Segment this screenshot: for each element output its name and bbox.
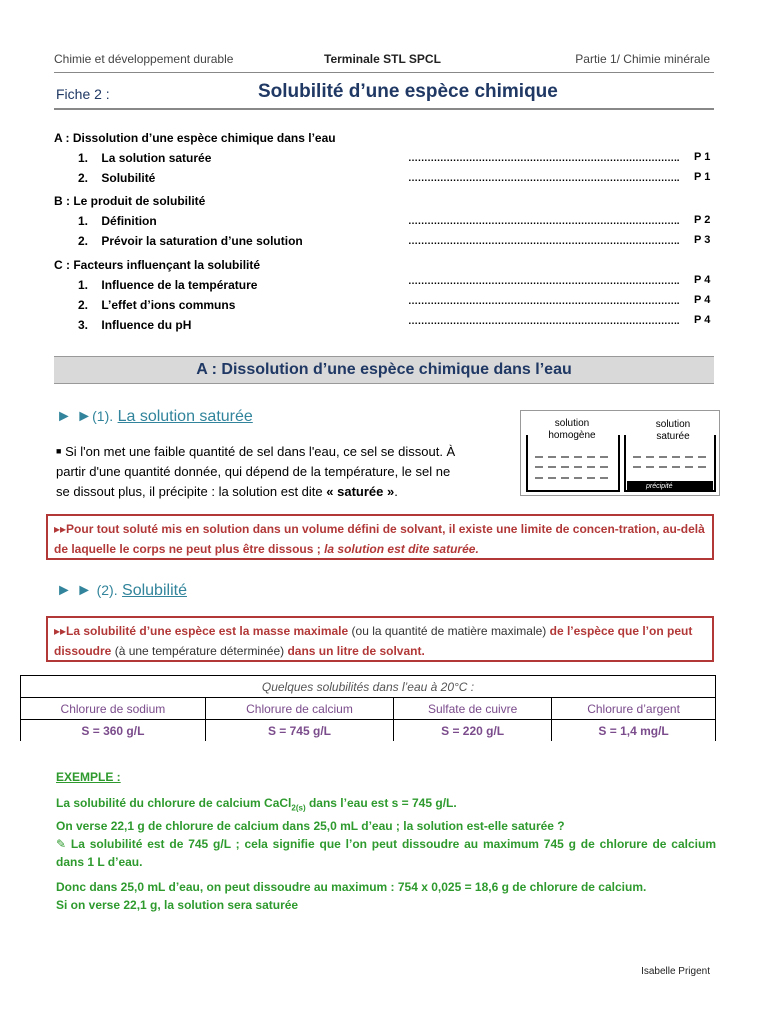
box-text-plain: (à une température déterminée) <box>111 644 288 658</box>
toc-page-number: P 4 <box>694 294 711 306</box>
toc-item <box>78 214 157 228</box>
toc-item-num: 2. <box>78 298 89 312</box>
box-text-italic: la solution est dite saturée. <box>324 542 479 556</box>
toc-leader-dots: …………………………………………………………………………. <box>408 236 680 247</box>
table-cell: S = 220 g/L <box>394 720 552 742</box>
paragraph-end: . <box>394 484 398 499</box>
marker-icon: ▸▸ <box>54 522 67 536</box>
toc-item-num: 2. <box>78 171 89 185</box>
table-cell: Chlorure de calcium <box>205 698 393 720</box>
definition-box-saturated <box>46 514 714 560</box>
toc-item <box>78 298 235 312</box>
toc-item-label: Solubilité <box>101 171 156 185</box>
toc-item-label: Influence de la température <box>101 278 258 292</box>
example-heading: EXEMPLE : <box>56 770 121 784</box>
toc-item-num: 1. <box>78 278 89 292</box>
example-line <box>56 794 716 817</box>
toc-page-number: P 1 <box>694 171 711 183</box>
toc-leader-dots: …………………………………………………………………………. <box>408 216 680 227</box>
toc-section-c: C : Facteurs influençant la solubilité <box>54 258 261 272</box>
saturated-label <box>645 419 701 443</box>
toc-section-b: B : Le produit de solubilité <box>54 194 206 208</box>
toc-leader-dots: …………………………………………………………………………. <box>408 316 680 327</box>
section-number: (1). <box>92 408 114 424</box>
header-center: Terminale STL SPCL <box>324 52 441 66</box>
toc-page-number: P 1 <box>694 151 711 163</box>
homogeneous-label <box>543 418 601 442</box>
toc-leader-dots: …………………………………………………………………………. <box>408 173 680 184</box>
example-line: Donc dans 25,0 mL d’eau, on peut dissoudre au maximum : 754 x 0,025 = 18,6 g de chlorure de calcium. <box>56 880 647 894</box>
section-heading-2 <box>56 582 187 600</box>
figure-label: solution <box>554 418 590 429</box>
toc-item-label: Prévoir la saturation d’une solution <box>101 234 303 248</box>
section-title: La solution saturée <box>117 408 253 425</box>
toc-item <box>78 151 211 165</box>
figure-label: saturée <box>656 431 690 442</box>
section-heading-1 <box>56 408 253 426</box>
toc-item <box>78 278 257 292</box>
table-cell: Sulfate de cuivre <box>394 698 552 720</box>
toc-section-a: A : Dissolution d’une espèce chimique dans l’eau <box>54 131 336 145</box>
toc-item-label: Influence du pH <box>101 318 192 332</box>
toc-item-num: 3. <box>78 318 89 332</box>
box-text: La solubilité d’une espèce est la masse maximale <box>66 624 349 638</box>
author-footer: Isabelle Prigent <box>641 966 710 977</box>
section-title: Solubilité <box>122 582 187 599</box>
figure-label: solution <box>655 419 691 430</box>
toc-item <box>78 234 303 248</box>
page-title: Solubilité d’une espèce chimique <box>258 81 558 102</box>
toc-page-number: P 4 <box>694 314 711 326</box>
table-cell: S = 1,4 mg/L <box>552 720 716 742</box>
toc-leader-dots: …………………………………………………………………………. <box>408 296 680 307</box>
box-text: dans un litre de solvant. <box>287 644 425 658</box>
example-line: On verse 22,1 g de chlorure de calcium dans 25,0 mL d’eau ; la solution est-elle saturée ? <box>56 819 565 834</box>
example-text: dans l’eau est s = 745 g/L. <box>305 796 457 810</box>
section-number: (2). <box>96 582 118 598</box>
table-caption-row <box>21 676 716 698</box>
section-banner: A : Dissolution d’une espèce chimique dans l’eau <box>54 356 714 384</box>
box-text: Pour tout soluté mis en solution dans un volume défini de solvant, il existe une limite de concen-tration, au-delà de laquelle le corps ne peut plus être dissous ; <box>54 522 705 556</box>
toc-item-num: 2. <box>78 234 89 248</box>
toc-item-num: 1. <box>78 214 89 228</box>
toc-item <box>78 318 191 332</box>
header-left: Chimie et développement durable <box>54 52 234 66</box>
table-row <box>21 698 716 720</box>
header-right: Partie 1/ Chimie minérale <box>575 52 710 66</box>
beaker-figure <box>520 410 720 496</box>
table-cell: Chlorure d’argent <box>552 698 716 720</box>
table-cell: S = 360 g/L <box>21 720 206 742</box>
box-text: de l’espèce que l’on peut dissoudre <box>54 624 693 658</box>
paragraph-emphasis: « saturée » <box>326 484 395 499</box>
figure-label: homogène <box>548 430 596 441</box>
toc-page-number: P 4 <box>694 274 711 286</box>
box-text-plain: (ou la quantité de matière maximale) <box>348 624 550 638</box>
pencil-icon: ✎ <box>56 837 67 851</box>
toc-item-label: Définition <box>101 214 157 228</box>
example-line: Si on verse 22,1 g, la solution sera saturée <box>56 898 299 912</box>
marker-icon: ▸▸ <box>54 624 67 638</box>
arrow-icon: ► ► <box>56 582 93 599</box>
example-answer <box>56 835 716 871</box>
toc-item-label: La solution saturée <box>101 151 212 165</box>
example-conclusion <box>56 878 716 914</box>
toc-item-label: L’effet d’ions communs <box>101 298 236 312</box>
toc-page-number: P 2 <box>694 214 711 226</box>
precipitate-label: précipité <box>646 483 673 490</box>
toc-page-number: P 3 <box>694 234 711 246</box>
title-divider <box>54 108 714 110</box>
saturated-paragraph <box>56 441 460 502</box>
formula-subscript: 2(s) <box>291 803 306 813</box>
toc-item-num: 1. <box>78 151 89 165</box>
arrow-icon: ► ► <box>56 408 93 425</box>
toc-leader-dots: …………………………………………………………………………. <box>408 153 680 164</box>
toc-leader-dots: …………………………………………………………………………. <box>408 276 680 287</box>
fiche-label: Fiche 2 : <box>56 86 110 102</box>
paragraph-text: Si l'on met une faible quantité de sel dans l'eau, ce sel se dissout. À partir d'une quantité donnée, qui dépend de la température, le sel ne se dissout plus, il précipite : la solution est dite <box>56 444 456 499</box>
header-divider <box>54 72 714 73</box>
toc-item <box>78 171 155 185</box>
example-text: La solubilité est de 745 g/L ; cela signifie que l’on peut dissoudre au maximum 745 g de chlorure de calcium dans 1 L d’eau. <box>56 837 716 869</box>
bullet-icon: ■ <box>56 446 62 456</box>
table-cell: Chlorure de sodium <box>21 698 206 720</box>
solubility-table <box>20 675 716 741</box>
table-caption: Quelques solubilités dans l’eau à 20°C : <box>21 676 716 698</box>
example-text: La solubilité du chlorure de calcium CaCl <box>56 796 292 810</box>
definition-box-solubility <box>46 616 714 662</box>
table-row <box>21 720 716 742</box>
table-cell: S = 745 g/L <box>205 720 393 742</box>
example-statement <box>56 794 716 835</box>
